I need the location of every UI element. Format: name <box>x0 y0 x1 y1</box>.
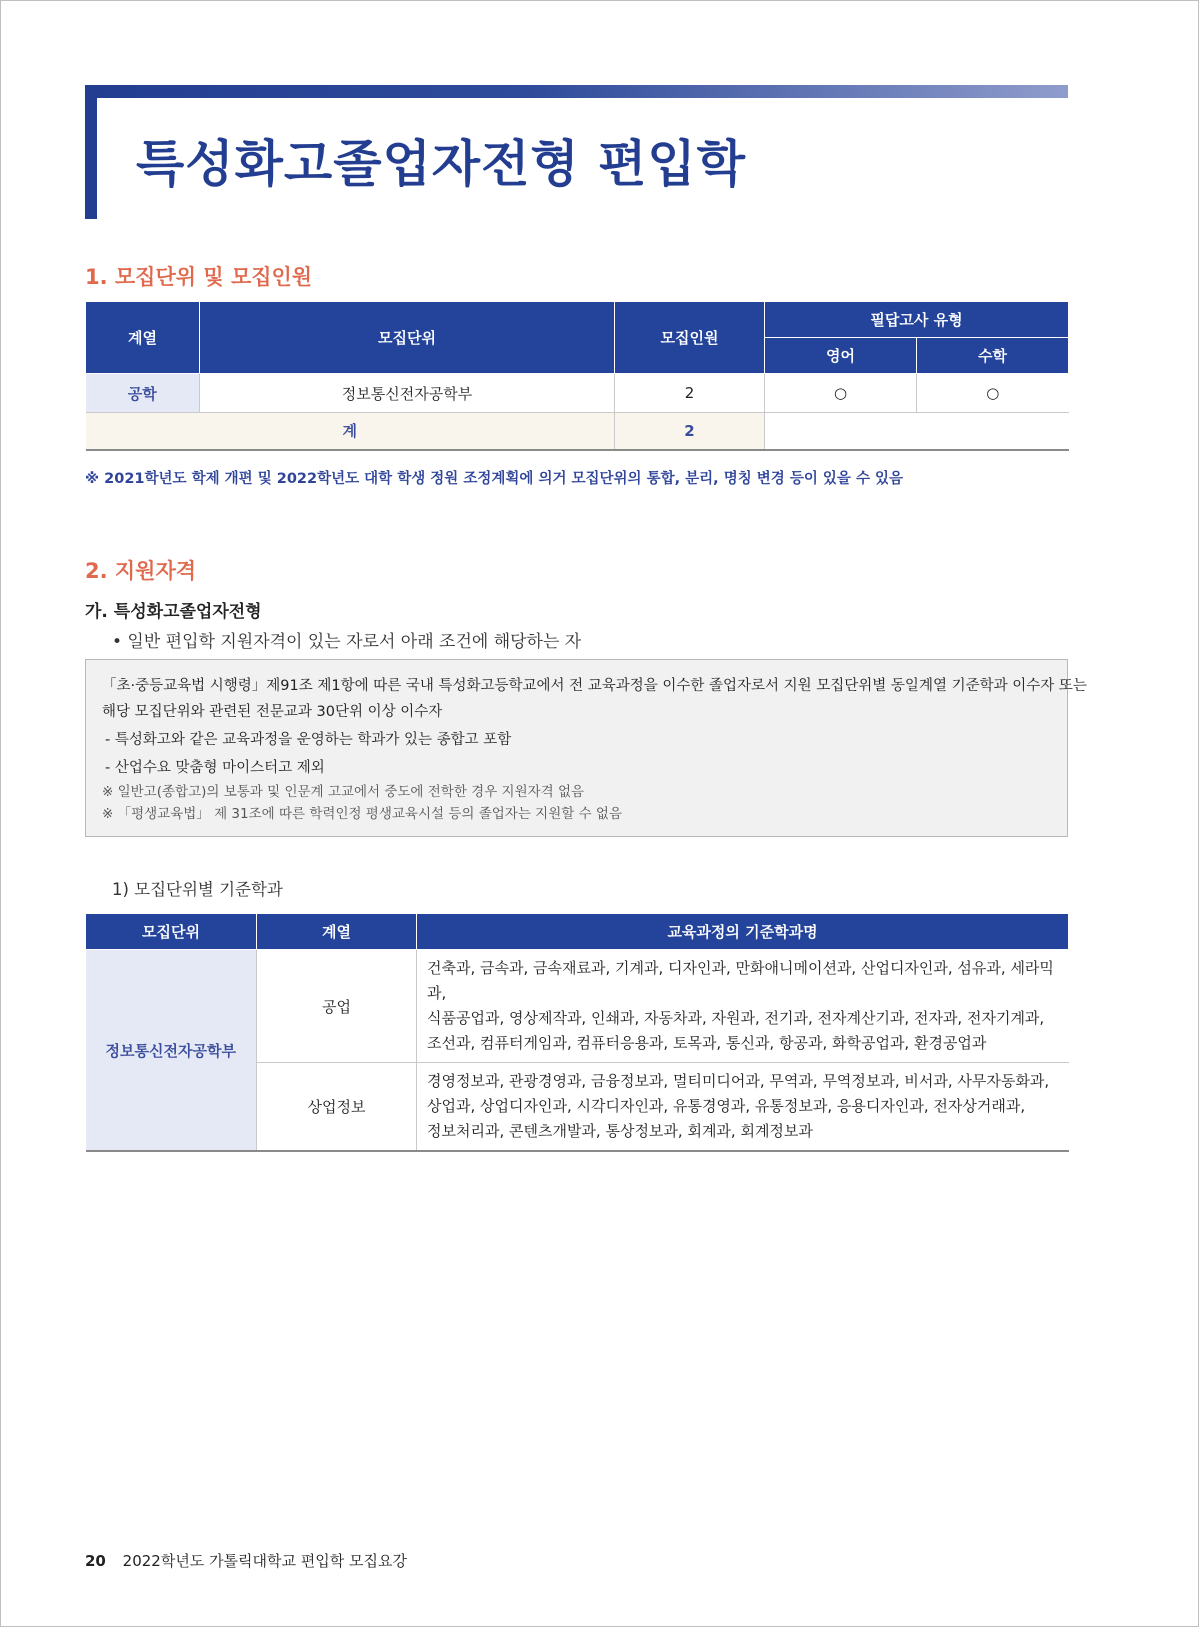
majors-header-field: 계열 <box>257 914 417 950</box>
section2-heading: 2. 지원자격 <box>85 559 197 583</box>
header-exam-type: 필답고사 유형 <box>765 302 1069 338</box>
cell-field: 공학 <box>86 374 200 413</box>
header-math: 수학 <box>917 338 1069 374</box>
majors-header-unit: 모집단위 <box>86 914 257 950</box>
condition-dash-2: - 산업수요 맞춤형 마이스터고 제외 <box>105 760 325 776</box>
table-row <box>86 374 1069 413</box>
section1-note: ※ 2021학년도 학제 개편 및 2022학년도 대학 학생 정원 조정계획에 의거 모집단위의 통합, 분리, 명칭 변경 등이 있을 수 있음 <box>85 471 904 487</box>
total-exam-empty <box>765 413 1069 450</box>
header-english: 영어 <box>765 338 917 374</box>
majors-line: 정보처리과, 콘텐츠개발과, 통상정보과, 회계과, 회계정보과 <box>427 1122 813 1140</box>
title-left-bar <box>85 85 97 219</box>
majors-line: 건축과, 금속과, 금속재료과, 기계과, 디자인과, 만화애니메이션과, 산업디자인과, 섬유과, 세라믹과, <box>427 959 1054 1002</box>
page-number: 20 <box>85 1552 106 1570</box>
majors-list-heading: 1) 모집단위별 기준학과 <box>112 880 283 899</box>
majors-line: 조선과, 컴퓨터게임과, 컴퓨터응용과, 토목과, 통신과, 항공과, 화학공업과, 환경공업과 <box>427 1034 987 1052</box>
majors-table <box>85 913 1069 1152</box>
section2-subheading: 가. 특성화고졸업자전형 <box>85 602 262 622</box>
condition-dash-1: - 특성화고와 같은 교육과정을 운영하는 학과가 있는 종합고 포함 <box>105 732 512 748</box>
section1-heading: 1. 모집단위 및 모집인원 <box>85 265 313 289</box>
total-quota: 2 <box>615 413 765 450</box>
majors-field-cell: 공업 <box>257 950 417 1063</box>
condition-line-2: 해당 모집단위와 관련된 전문교과 30단위 이상 이수자 <box>102 704 443 720</box>
total-label: 계 <box>86 413 615 450</box>
cell-unit: 정보통신전자공학부 <box>200 374 615 413</box>
header-quota: 모집인원 <box>615 302 765 374</box>
cell-english: ○ <box>765 374 917 413</box>
majors-list-cell <box>417 950 1069 1063</box>
conditions-box <box>85 659 1087 837</box>
majors-unit-cell: 정보통신전자공학부 <box>86 950 257 1152</box>
footer-text: 2022학년도 가톨릭대학교 편입학 모집요강 <box>122 1552 407 1570</box>
header-field: 계열 <box>86 302 200 374</box>
condition-note-1: ※ 일반고(종합고)의 보통과 및 인문계 고교에서 중도에 전학한 경우 지원자격 없음 <box>102 784 585 800</box>
condition-note-2: ※ 「평생교육법」 제 31조에 따른 학력인정 평생교육시설 등의 졸업자는 지원할 수 없음 <box>102 806 623 822</box>
recruitment-table <box>85 301 1069 451</box>
table-row <box>86 950 1069 1063</box>
header-unit: 모집단위 <box>200 302 615 374</box>
cell-quota: 2 <box>615 374 765 413</box>
majors-line: 경영정보과, 관광경영과, 금융정보과, 멀티미디어과, 무역과, 무역정보과, 비서과, 사무자동화과, <box>427 1072 1050 1090</box>
majors-field-cell: 상업정보 <box>257 1063 417 1152</box>
title-accent-bar <box>85 85 1068 98</box>
table-total-row <box>86 413 1069 450</box>
majors-list-cell <box>417 1063 1069 1152</box>
majors-header-majors: 교육과정의 기준학과명 <box>417 914 1069 950</box>
page-title: 특성화고졸업자전형 편입학 <box>136 135 747 193</box>
eligibility-bullet: • 일반 편입학 지원자격이 있는 자로서 아래 조건에 해당하는 자 <box>112 632 582 652</box>
page-footer <box>85 1550 407 1571</box>
majors-line: 상업과, 상업디자인과, 시각디자인과, 유통경영과, 유통정보과, 응용디자인과, 전자상거래과, <box>427 1097 1026 1115</box>
condition-line-1: 「초·중등교육법 시행령」제91조 제1항에 따른 국내 특성화고등학교에서 전 교육과정을 이수한 졸업자로서 지원 모집단위별 동일계열 기준학과 이수자 또는 <box>102 678 1087 694</box>
cell-math: ○ <box>917 374 1069 413</box>
majors-line: 식품공업과, 영상제작과, 인쇄과, 자동차과, 자원과, 전기과, 전자계산기과, 전자과, 전자기계과, <box>427 1009 1045 1027</box>
